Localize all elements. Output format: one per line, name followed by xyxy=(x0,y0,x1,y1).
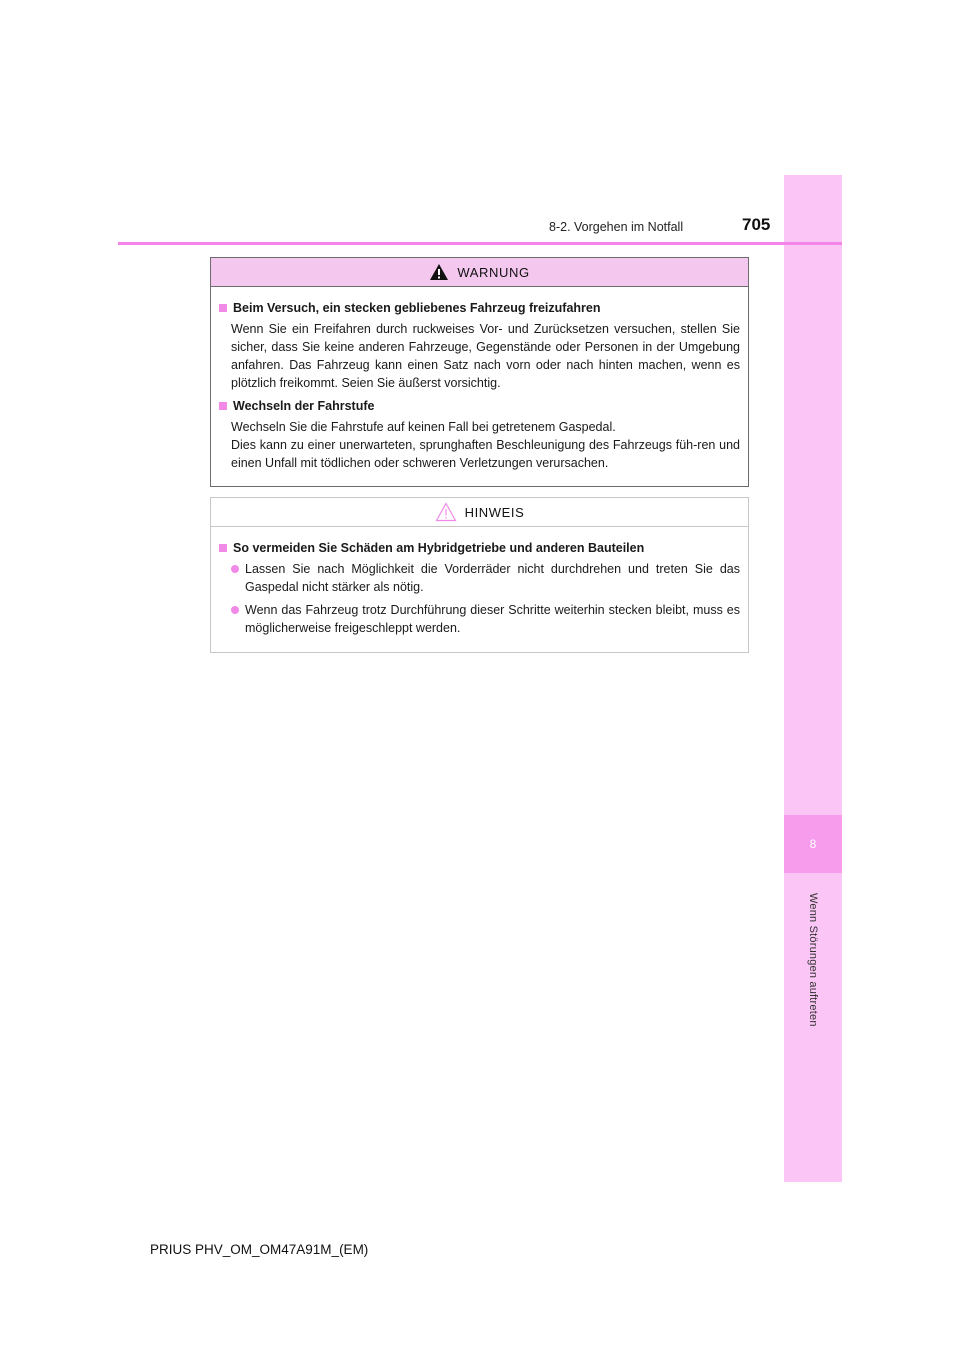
warning-triangle-icon xyxy=(429,263,449,281)
warning-item-text: Wechseln Sie die Fahrstufe auf keinen Fall bei getretenem Gaspedal. Dies kann zu einer unerwarteten, sprunghaften Beschleunigung des Fahrzeugs füh-ren und einen Unfall mit tödlichen oder schweren Verletzungen verursachen. xyxy=(231,420,740,470)
warning-item-heading: Wechseln der Fahrstufe xyxy=(219,397,740,415)
section-title: 8-2. Vorgehen im Notfall xyxy=(549,220,684,234)
square-bullet-icon xyxy=(219,544,227,552)
round-bullet-icon xyxy=(231,606,239,614)
warning-box xyxy=(210,257,749,487)
warning-title: WARNUNG xyxy=(457,264,530,280)
square-bullet-icon xyxy=(219,304,227,312)
square-bullet-icon xyxy=(219,402,227,410)
chapter-title: Wenn Störungen auftreten xyxy=(807,893,819,1027)
list-item: Lassen Sie nach Möglichkeit die Vorderräder nicht durchdrehen und treten Sie das Gaspedal nicht stärker als nötig. xyxy=(219,560,740,596)
chapter-number: 8 xyxy=(809,837,817,851)
warning-header xyxy=(211,258,748,287)
notice-box xyxy=(210,497,749,653)
notice-body xyxy=(211,527,748,637)
warning-item-heading: Beim Versuch, ein stecken gebliebenes Fahrzeug freizufahren xyxy=(219,299,740,317)
chapter-number-tab xyxy=(784,815,842,873)
list-item: Wenn das Fahrzeug trotz Durchführung dieser Schritte weiterhin stecken bleibt, muss es möglicherweise freigeschleppt werden. xyxy=(219,601,740,637)
notice-header xyxy=(211,498,748,527)
notice-title: HINWEIS xyxy=(464,504,525,520)
header-rule xyxy=(118,242,842,245)
chapter-title-tab xyxy=(784,880,842,1040)
round-bullet-icon xyxy=(231,565,239,573)
notice-item-heading: So vermeiden Sie Schäden am Hybridgetriebe und anderen Bauteilen xyxy=(219,539,740,557)
caution-outline-triangle-icon xyxy=(435,502,457,522)
warning-item-text: Wenn Sie ein Freifahren durch ruckweises Vor- und Zurücksetzen versuchen, stellen Sie sicher, dass Sie keine anderen Fahrzeuge, Gegenstände oder Personen in der Umgebung anfahren. Das Fahrzeug kann einen Satz nach vorn oder nach hinten machen, wenn es plötzlich freikommt. Seien Sie äußerst vorsichtig. xyxy=(231,322,740,390)
page-number: 705 xyxy=(742,215,771,234)
document-id: PRIUS PHV_OM_OM47A91M_(EM) xyxy=(150,1242,369,1257)
warning-body xyxy=(211,287,748,472)
